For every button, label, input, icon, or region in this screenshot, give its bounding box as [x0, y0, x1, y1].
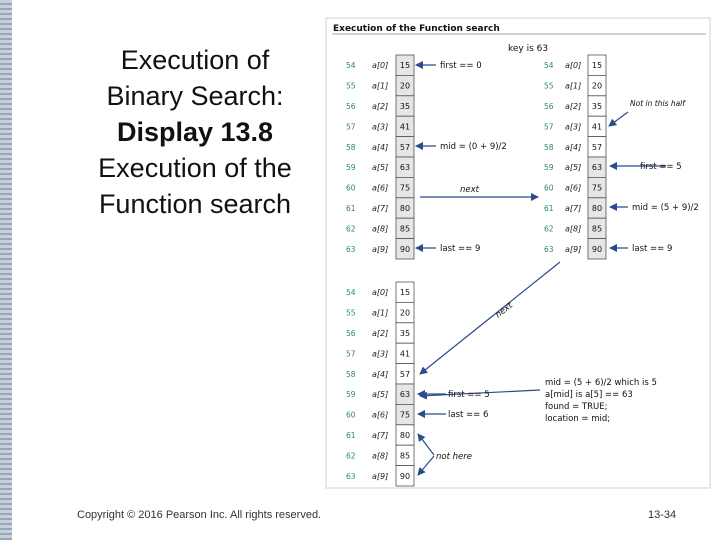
address-label: 54 — [346, 288, 356, 298]
index-label: a[1] — [372, 308, 389, 318]
label-last-9b: last == 9 — [632, 244, 673, 254]
address-label: 60 — [346, 410, 356, 420]
address-label: 58 — [346, 369, 356, 379]
index-label: a[7] — [565, 204, 582, 213]
index-label: a[6] — [372, 183, 389, 193]
address-label: 63 — [544, 244, 554, 254]
address-label: 54 — [346, 61, 356, 71]
index-label: a[3] — [372, 349, 389, 359]
page-number: 13-34 — [648, 509, 677, 521]
array-value: 15 — [399, 288, 411, 298]
index-label: a[0] — [372, 61, 389, 71]
address-label: 55 — [346, 308, 356, 318]
array-value: 41 — [591, 122, 603, 132]
array-value: 80 — [591, 204, 603, 213]
address-label: 59 — [346, 390, 356, 400]
index-label: a[3] — [372, 122, 389, 132]
array-value: 63 — [399, 163, 411, 173]
array-value: 35 — [399, 329, 411, 338]
address-label: 62 — [346, 224, 356, 234]
address-label: 59 — [346, 163, 356, 173]
index-label: a[1] — [372, 81, 389, 91]
array-value: 80 — [399, 431, 411, 440]
array-value: 85 — [399, 451, 411, 461]
copyright: Copyright © 2016 Pearson Inc. All rights reserved. — [77, 509, 322, 521]
address-label: 55 — [346, 81, 356, 91]
address-label: 62 — [346, 451, 356, 461]
array-value: 15 — [591, 61, 603, 71]
label-not-in-half: Not in this half — [630, 99, 685, 108]
address-label: 57 — [346, 122, 356, 132]
label-not-here: not here — [436, 452, 472, 462]
array-value: 63 — [399, 390, 411, 400]
title-line-2: Binary Search: — [106, 81, 284, 111]
label-next-1: next — [460, 185, 479, 195]
address-label: 60 — [346, 183, 356, 193]
address-label: 55 — [544, 81, 554, 91]
array-value: 85 — [399, 224, 411, 234]
address-label: 61 — [544, 204, 554, 213]
array-value: 35 — [399, 102, 411, 111]
index-label: a[5] — [372, 163, 389, 173]
label-result-2: a[mid] is a[5] == 63 — [545, 390, 633, 400]
array-value: 90 — [399, 471, 411, 481]
index-label: a[6] — [372, 410, 389, 420]
address-label: 54 — [544, 61, 554, 71]
address-label: 63 — [346, 471, 356, 481]
address-label: 56 — [544, 102, 554, 111]
address-label: 57 — [544, 122, 554, 132]
label-first-5: first == 5 — [640, 162, 682, 172]
address-label: 56 — [346, 102, 356, 111]
array-value: 90 — [399, 244, 411, 254]
title-line-1: Execution of — [120, 45, 270, 75]
index-label: a[2] — [372, 102, 389, 111]
address-label: 61 — [346, 204, 356, 213]
key-label: key is 63 — [508, 44, 549, 54]
array-value: 41 — [399, 349, 411, 359]
array-value: 63 — [591, 163, 603, 173]
index-label: a[5] — [372, 390, 389, 400]
array-value: 75 — [591, 183, 603, 193]
index-label: a[8] — [565, 224, 582, 234]
array-value: 41 — [399, 122, 411, 132]
label-mid-5-9: mid = (5 + 9)/2 — [632, 203, 699, 213]
title-line-4: Execution of the — [98, 153, 292, 183]
label-first-0: first == 0 — [440, 61, 482, 71]
address-label: 56 — [346, 329, 356, 338]
array-value: 57 — [399, 369, 411, 379]
figure-caption: Execution of the Function search — [333, 24, 500, 34]
label-next-2: next — [493, 300, 515, 321]
index-label: a[2] — [565, 102, 582, 111]
index-label: a[7] — [372, 431, 389, 440]
index-label: a[0] — [565, 61, 582, 71]
array-value: 20 — [399, 81, 411, 91]
index-label: a[0] — [372, 288, 389, 298]
address-label: 62 — [544, 224, 554, 234]
address-label: 57 — [346, 349, 356, 359]
address-label: 58 — [544, 142, 554, 152]
address-label: 63 — [346, 244, 356, 254]
label-first-5b: first == 5 — [448, 390, 490, 400]
index-label: a[8] — [372, 224, 389, 234]
array-value: 75 — [399, 410, 411, 420]
address-label: 58 — [346, 142, 356, 152]
array-value: 90 — [591, 244, 603, 254]
array-value: 57 — [399, 142, 411, 152]
array-value: 80 — [399, 204, 411, 213]
index-label: a[4] — [372, 369, 389, 379]
index-label: a[3] — [565, 122, 582, 132]
array-value: 57 — [591, 142, 603, 152]
array-value: 20 — [591, 81, 603, 91]
label-result-3: found = TRUE; — [545, 402, 608, 412]
array-value: 85 — [591, 224, 603, 234]
index-label: a[7] — [372, 204, 389, 213]
index-label: a[2] — [372, 329, 389, 338]
label-last-9: last == 9 — [440, 244, 481, 254]
label-last-6: last == 6 — [448, 410, 489, 420]
address-label: 61 — [346, 431, 356, 440]
address-label: 59 — [544, 163, 554, 173]
label-result-1: mid = (5 + 6)/2 which is 5 — [545, 378, 657, 388]
index-label: a[6] — [565, 183, 582, 193]
label-result-4: location = mid; — [545, 414, 611, 424]
index-label: a[9] — [565, 244, 582, 254]
array-value: 15 — [399, 61, 411, 71]
label-mid-0-9: mid = (0 + 9)/2 — [440, 142, 507, 152]
index-label: a[1] — [565, 81, 582, 91]
title-line-5: Function search — [98, 189, 292, 219]
array-value: 20 — [399, 308, 411, 318]
array-value: 75 — [399, 183, 411, 193]
index-label: a[4] — [372, 142, 389, 152]
address-label: 60 — [544, 183, 554, 193]
index-label: a[9] — [372, 471, 389, 481]
title-line-3: Display 13.8 — [116, 117, 274, 147]
index-label: a[8] — [372, 451, 389, 461]
index-label: a[5] — [565, 163, 582, 173]
array-value: 35 — [591, 102, 603, 111]
index-label: a[9] — [372, 244, 389, 254]
index-label: a[4] — [565, 142, 582, 152]
